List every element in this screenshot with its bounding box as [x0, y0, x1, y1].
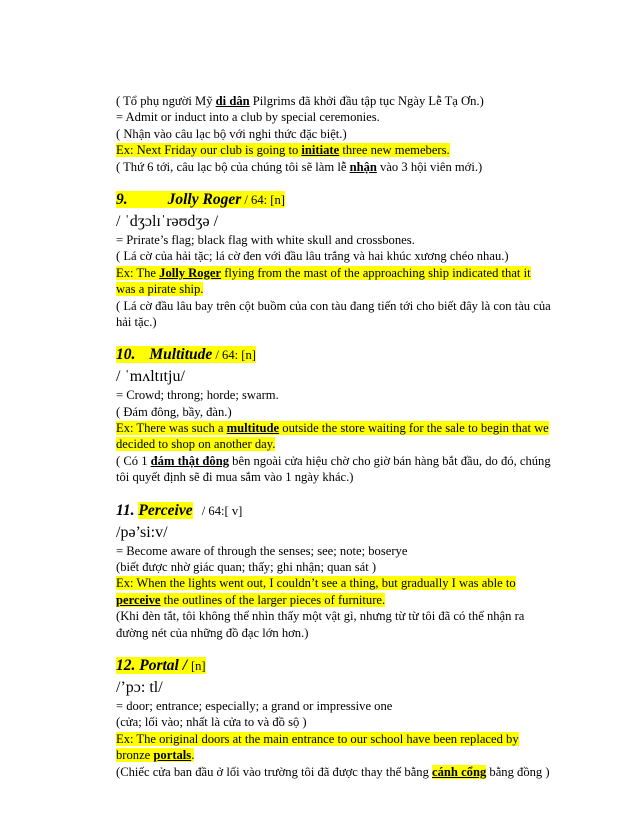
example-vi: (Khi đèn tắt, tôi không thể nhìn thấy một vật gì, nhưng từ từ tôi đã có thể nhận ra	[116, 609, 525, 624]
definition: = Admit or induct into a club by special ceremonies.	[116, 110, 380, 125]
example: Ex: Next Friday our club is going to initiate three new memebers.	[116, 143, 450, 158]
phonetic: / ˈdʒɔlɪˈrəʊdʒə /	[116, 212, 219, 230]
highlighted-word: Jolly Roger	[159, 265, 222, 280]
definition-vi: ( Lá cờ của hải tặc; lá cờ đen với đầu lâu trắng và hai khúc xương chéo nhau.)	[116, 249, 509, 264]
entry-jolly-roger	[116, 189, 598, 330]
document-page	[116, 93, 598, 780]
example-vi-cont: tôi quyết định sẽ đi mua sắm vào 1 ngày khác.)	[116, 470, 354, 485]
intro-translation: ( Tổ phụ người Mỹ di dân Pilgrims đã khởi đầu tập tục Ngày Lễ Tạ Ơn.)	[116, 94, 484, 108]
definition-vi: ( Đám đông, bầy, đàn.)	[116, 404, 232, 419]
phonetic: /pə’si:v/	[116, 523, 168, 541]
entry-portal	[116, 655, 598, 780]
example-cont: was a pirate ship.	[116, 282, 204, 297]
example-vi-cont: đường nét của những đồ đạc lớn hơn.)	[116, 625, 309, 640]
definition-vi: (biết được nhờ giác quan; thấy; ghi nhận; quan sát )	[116, 560, 377, 575]
highlighted-word: perceive	[116, 592, 161, 607]
definition: = door; entrance; especially; a grand or impressive one	[116, 698, 393, 713]
example-cont: decided to shop on another day.	[116, 437, 276, 452]
underlined-word: nhận	[349, 159, 377, 174]
entry-heading: 12. Portal / [n]	[116, 656, 206, 674]
definition: = Become aware of through the senses; see; note; boserye	[116, 543, 408, 558]
underlined-word: di dân	[215, 94, 250, 108]
entry-multitude	[116, 344, 598, 485]
example: Ex: When the lights went out, I couldn’t see a thing, but gradually I was able to	[116, 576, 516, 591]
definition: = Crowd; throng; horde; swarm.	[116, 388, 279, 403]
highlighted-word: cánh cổng	[432, 764, 487, 779]
example: Ex: The Jolly Roger flying from the mast of the approaching ship indicated that it	[116, 265, 531, 280]
example-vi: (Chiếc cửa ban đầu ở lối vào trường tôi đã được thay thế bằng cánh cổng bằng đồng )	[116, 764, 550, 779]
entry-perceive	[116, 500, 598, 641]
example-cont: perceive the outlines of the larger pieces of furniture.	[116, 592, 386, 607]
example: Ex: There was such a multitude outside the store waiting for the sale to begin that we	[116, 421, 549, 436]
entry-heading: 9. Jolly Roger / 64: [n]	[116, 190, 285, 208]
example-vi: ( Lá cờ đầu lâu bay trên cột buồm của con tàu đang tiến tới cho biết đây là con tàu của	[116, 298, 551, 313]
definition: = Prirate’s flag; black flag with white skull and crossbones.	[116, 232, 415, 247]
phonetic: /’pɔ: tl/	[116, 678, 163, 696]
entry-heading: 11. Perceive / 64:[ v]	[116, 501, 243, 519]
definition-vi: (cửa; lối vào; nhất là cửa to và đồ sộ )	[116, 715, 307, 730]
highlighted-word: initiate	[301, 143, 340, 158]
example: Ex: The original doors at the main entrance to our school have been replaced by	[116, 731, 519, 746]
example-vi: ( Có 1 đám thật đông bên ngoài cửa hiệu chờ cho giờ bán hàng bắt đầu, do đó, chúng	[116, 453, 551, 468]
example-vi-cont: hải tặc.)	[116, 314, 157, 329]
phonetic: / ˈmʌltɪtju/	[116, 368, 185, 386]
example-cont: bronze portals.	[116, 748, 195, 763]
highlighted-word: multitude	[226, 421, 280, 436]
definition-vi: ( Nhận vào câu lạc bộ với nghi thức đặc biệt.)	[116, 126, 347, 141]
highlighted-word: portals	[153, 748, 192, 763]
entry-heading: 10. Multitude / 64: [n]	[116, 346, 256, 364]
underlined-word: đám thật đông	[150, 453, 230, 468]
example-vi: ( Thứ 6 tới, câu lạc bộ của chúng tôi sẽ làm lễ nhận vào 3 hội viên mới.)	[116, 159, 483, 174]
